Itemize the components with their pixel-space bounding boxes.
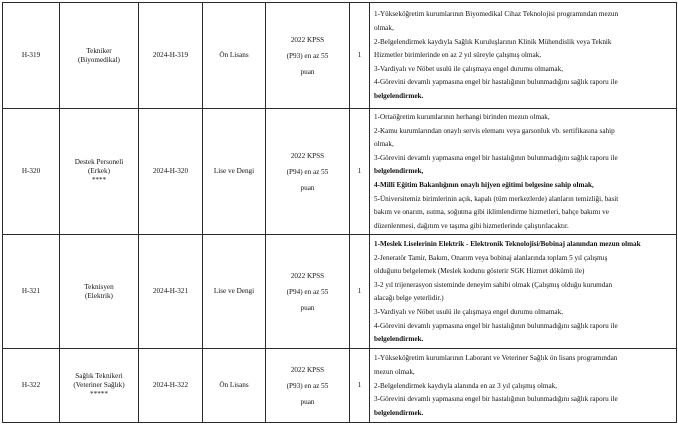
cell-text: ***** <box>90 390 108 399</box>
cell-text: Ön Lisans <box>219 51 249 59</box>
cell-text: (Elektrik) <box>85 291 113 300</box>
cell-text: 2022 KPSS <box>290 151 325 160</box>
cell-text: 1-Yükseköğretim kurumlarının Laborant ve Veteriner Sağlık ön lisans programından <box>374 354 618 363</box>
cell-text: 2-Kamu kurumlarından onaylı servis elemanı veya garsonluk vb. sertifikasına sahip <box>374 126 615 135</box>
cell-text: 2-Jeneratör Tamir, Bakım, Onarım veya bobinaj alanlarında toplam 5 yıl çalışmış <box>374 253 608 262</box>
position-count-cell <box>350 349 370 423</box>
cell-text: mezun olmak, <box>374 367 415 376</box>
cell-text: 2-Belgelendirmek kaydıyla Sağlık Kuruluşlarının Klinik Mühendislik veya Teknik <box>374 37 612 46</box>
cell-text: Sağlık Teknikeri <box>75 372 123 381</box>
cell-text: olmak, <box>374 140 394 149</box>
cell-text: puan <box>300 183 315 192</box>
cell-text: 5-Üniversitemiz birimlerinin açık, kapalı (tüm merkezlerde) alanların temizliği, basit <box>374 194 619 203</box>
cell-text: Destek Personeli <box>74 158 124 167</box>
table-row <box>3 3 677 109</box>
cell-text: 1 <box>357 51 362 59</box>
reference-code-cell <box>139 109 203 235</box>
kpss-requirement-cell <box>266 349 350 423</box>
cell-text: 2022 KPSS <box>290 271 325 280</box>
cell-text: Lise ve Dengi <box>213 287 255 296</box>
cell-text: H-320 <box>21 167 41 176</box>
cell-text: puan <box>300 397 315 406</box>
cell-text: 2-Belgelendirmek kaydıyla alanında en az 3 yıl çalışmış olmak, <box>374 381 558 390</box>
reference-code-cell <box>139 3 203 109</box>
cell-text: puan <box>300 67 315 76</box>
cell-text: 4-Görevini devamlı yapmasına engel bir hastalığının bulunmadığını sağlık raporu ile <box>374 321 618 330</box>
education-level-cell <box>203 349 266 423</box>
cell-text: H-321 <box>21 287 41 296</box>
cell-text: **** <box>91 176 107 185</box>
cell-text: puan <box>300 303 315 312</box>
cell-text: 2024-H-319 <box>152 51 189 59</box>
cell-text: 1-Ortaöğretim kurumlarının herhangi birinden mezun olmak, <box>374 113 550 121</box>
positions-table <box>2 2 677 423</box>
cell-text: 3-Vardiyalı ve Nöbet usulü ile çalışmaya engel durumu olmamak, <box>374 64 564 73</box>
requirements-cell <box>370 349 677 423</box>
requirements-cell <box>370 109 677 235</box>
cell-text: Hizmetler birimlerinde en az 2 yıl süreyle çalışmış olmak, <box>374 51 542 60</box>
kpss-requirement-cell <box>266 3 350 109</box>
cell-text: H-319 <box>21 51 41 59</box>
cell-text: 1-Yükseköğretim kurumlarının Biyomedikal Cihaz Teknolojisi programından mezun <box>374 10 619 19</box>
cell-text: Ön Lisans <box>219 381 249 390</box>
cell-text: (P94) en az 55 <box>286 287 329 296</box>
cell-text: 2024-H-321 <box>152 287 189 296</box>
position-title-cell <box>60 3 139 109</box>
cell-text: 1-Meslek Liselerinin Elektrik - Elektronik Teknolojisi/Bobinaj alanından mezun olmak <box>374 239 641 248</box>
position-count-cell <box>350 109 370 235</box>
cell-text: düzenlenmesi, dağıtım ve taşıma gibi hizmetlerinde çalıştırılacaktır. <box>374 221 569 230</box>
position-code-cell <box>3 3 60 109</box>
cell-text: (Erkek) <box>88 167 110 176</box>
cell-text: 2022 KPSS <box>290 35 325 44</box>
cell-text: Teknisyen <box>84 282 114 291</box>
cell-text: (P93) en az 55 <box>286 51 329 60</box>
cell-text: belgelendirmek. <box>374 335 424 344</box>
cell-text: (P94) en az 55 <box>286 167 329 176</box>
cell-text: (Biyomedikal) <box>78 55 120 64</box>
reference-code-cell <box>139 235 203 349</box>
cell-text: Lise ve Dengi <box>213 167 255 176</box>
cell-text: H-322 <box>21 381 41 390</box>
requirements-cell <box>370 3 677 109</box>
cell-text: 1 <box>357 287 362 296</box>
cell-text: 4-Görevini devamlı yapmasına engel bir hastalığının bulunmadığını sağlık raporu ile <box>374 78 618 87</box>
cell-text: 2024-H-322 <box>152 381 189 390</box>
cell-text: olmak, <box>374 24 394 33</box>
cell-text: 4-Millî Eğitim Bakanlığının onaylı hijyen eğitimi belgesine sahip olmak, <box>374 180 594 189</box>
cell-text: 1 <box>357 167 362 176</box>
reference-code-cell <box>139 349 203 423</box>
table-row <box>3 349 677 423</box>
cell-text: 3-Görevini devamlı yapmasına engel bir hastalığının bulunmadığını sağlık raporu ile <box>374 153 618 162</box>
cell-text: belgelendirmek. <box>374 408 424 417</box>
position-code-cell <box>3 349 60 423</box>
cell-text: 2024-H-320 <box>152 167 189 176</box>
position-title-cell <box>60 349 139 423</box>
position-count-cell <box>350 235 370 349</box>
table-row <box>3 235 677 349</box>
cell-text: 3-2 yıl trijenerasyon sisteminde deneyim sahibi olmak (Çalışmış olduğu kurumdan <box>374 280 613 289</box>
position-code-cell <box>3 235 60 349</box>
cell-text: 3-Görevini devamlı yapmasına engel bir hastalığının bulunmadığını sağlık raporu ile <box>374 395 618 404</box>
cell-text: (Veteriner Sağlık) <box>73 381 125 390</box>
position-count-cell <box>350 3 370 109</box>
position-code-cell <box>3 109 60 235</box>
cell-text: belgelendirmek, <box>374 167 424 176</box>
kpss-requirement-cell <box>266 109 350 235</box>
cell-text: (P93) en az 55 <box>286 381 329 390</box>
position-title-cell <box>60 235 139 349</box>
cell-text: alacağı belge yeterlidir.) <box>374 294 444 303</box>
education-level-cell <box>203 3 266 109</box>
table-row <box>3 109 677 235</box>
education-level-cell <box>203 235 266 349</box>
kpss-requirement-cell <box>266 235 350 349</box>
position-title-cell <box>60 109 139 235</box>
cell-text: 1 <box>357 381 362 390</box>
cell-text: 2022 KPSS <box>290 365 325 374</box>
education-level-cell <box>203 109 266 235</box>
cell-text: Tekniker <box>86 46 112 55</box>
requirements-cell <box>370 235 677 349</box>
cell-text: bakım ve onarım, ısıtma, soğutma gibi iklimlendirme hizmetleri, bahçe bakımı ve <box>374 208 609 217</box>
cell-text: 3-Vardiyalı ve Nöbet usulü ile çalışmaya engel durumu olmamak, <box>374 307 564 316</box>
cell-text: olduğunu belgelemek (Meslek kodunu gösterir SGK Hizmet dökümü ile) <box>374 267 585 276</box>
cell-text: belgelendirmek. <box>374 91 424 100</box>
